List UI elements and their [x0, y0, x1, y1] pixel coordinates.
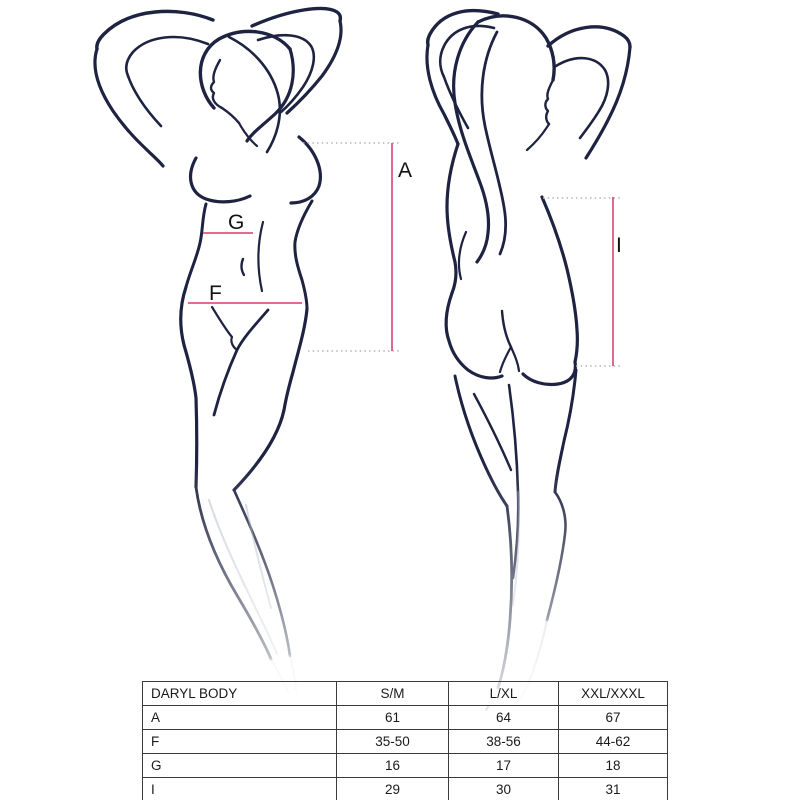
size-cell: 38-56	[449, 730, 559, 754]
table-title-cell: DARYL BODY	[143, 682, 337, 706]
column-header-xxlxxxl: XXL/XXXL	[559, 682, 668, 706]
size-table	[142, 681, 668, 800]
size-table-header-row	[143, 682, 668, 706]
leg-fade-overlay	[100, 460, 660, 705]
size-cell: 17	[449, 754, 559, 778]
measure-label-i: I	[616, 234, 622, 257]
measurement-annotations	[188, 143, 622, 366]
size-cell: 16	[337, 754, 449, 778]
row-label: A	[143, 706, 337, 730]
size-cell: 31	[559, 778, 668, 800]
size-cell: 61	[337, 706, 449, 730]
measure-label-f: F	[209, 282, 222, 305]
measure-label-a: A	[398, 159, 413, 182]
size-cell: 44-62	[559, 730, 668, 754]
size-cell: 35-50	[337, 730, 449, 754]
column-header-lxl: L/XL	[449, 682, 559, 706]
row-label: G	[143, 754, 337, 778]
size-cell: 30	[449, 778, 559, 800]
size-cell: 67	[559, 706, 668, 730]
size-cell: 18	[559, 754, 668, 778]
column-header-sm: S/M	[337, 682, 449, 706]
table-row	[143, 730, 668, 754]
row-label: I	[143, 778, 337, 800]
measure-label-g: G	[228, 211, 245, 234]
size-cell: 64	[449, 706, 559, 730]
size-cell: 29	[337, 778, 449, 800]
table-row	[143, 706, 668, 730]
row-label: F	[143, 730, 337, 754]
table-row	[143, 778, 668, 800]
table-row	[143, 754, 668, 778]
